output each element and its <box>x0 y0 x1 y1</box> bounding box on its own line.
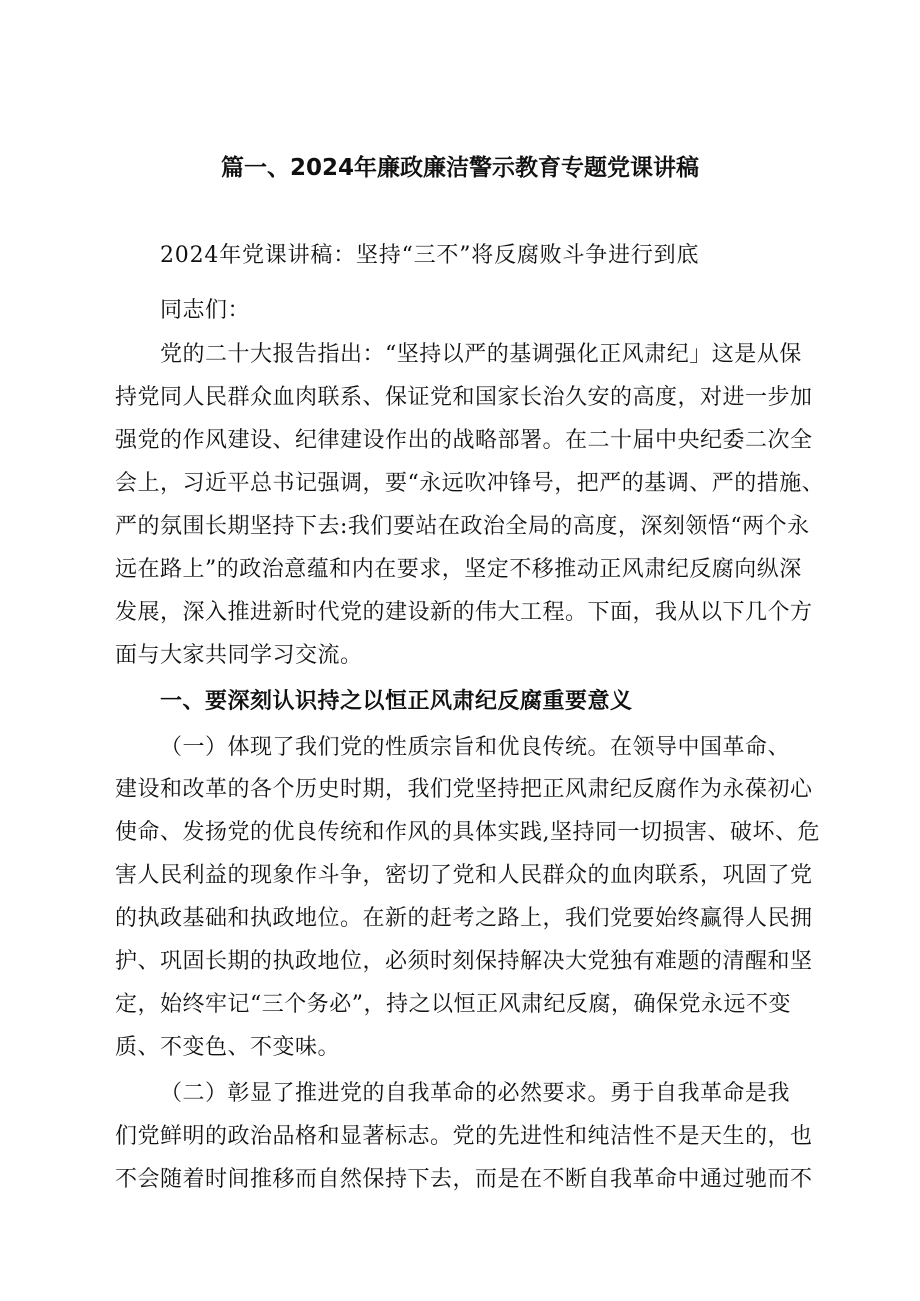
paragraph-2-line: 定，始终牢记“三个务必”，持之以恒正风肃纪反腐，确保党永远不变 <box>115 992 791 1017</box>
paragraph-3-line: 不会随着时间推移而自然保持下去，而是在不断自我革命中通过驰而不 <box>115 1167 813 1192</box>
salutation: 同志们： <box>160 298 251 323</box>
paragraph-2-line: 害人民利益的现象作斗争，密切了党和人民群众的血肉联系，巩固了党 <box>115 863 813 888</box>
paragraph-1-line: 严的氛围长期坚持下去:我们要站在政治全局的高度，深刻领悟“两个永 <box>115 514 810 539</box>
paragraph-3-line: 们党鲜明的政治品格和显著标志。党的先进性和纯洁性不是天生的，也 <box>115 1124 813 1149</box>
paragraph-2-line: 建设和改革的各个历史时期，我们党坚持把正风肃纪反腐作为永葆初心 <box>115 777 813 802</box>
paragraph-2-line: 护、巩固长期的执政地位，必须时刻保持解决大党独有难题的清醒和坚 <box>115 949 813 974</box>
paragraph-2-line: 质、不变色、不变味。 <box>115 1035 341 1060</box>
paragraph-1-line: 会上，习近平总书记强调，要“永远吹冲锋号，把严的基调、严的措施、 <box>115 471 825 496</box>
paragraph-2-line: 使命、发扬党的优良传统和作风的具体实践,坚持同一切损害、破坏、危 <box>115 820 820 845</box>
paragraph-1-line: 远在路上”的政治意蕴和内在要求，坚定不移推动正风肃纪反腐向纵深 <box>115 557 802 582</box>
paragraph-2-line: 的执政基础和执政地位。在新的赶考之路上，我们党要始终赢得人民拥 <box>115 906 813 931</box>
paragraph-1-line: 持党同人民群众血肉联系、保证党和国家长治久安的高度，对进一步加 <box>115 385 813 410</box>
speech-subtitle: 2024年党课讲稿：坚持“三不”将反腐败斗争进行到底 <box>160 243 700 268</box>
paragraph-1-line: 面与大家共同学习交流。 <box>115 643 363 668</box>
document-title: 篇一、2024年廉政廉洁警示教育专题党课讲稿 <box>220 155 699 181</box>
paragraph-3-line: （二）彰显了推进党的自我革命的必然要求。勇于自我革命是我 <box>160 1081 791 1106</box>
paragraph-2-line: （一）体现了我们党的性质宗旨和优良传统。在领导中国革命、 <box>160 735 791 760</box>
paragraph-1-line: 强党的作风建设、纪律建设作出的战略部署。在二十届中央纪委二次全 <box>115 428 813 453</box>
paragraph-1-line: 发展，深入推进新时代党的建设新的伟大工程。下面，我从以下几个方 <box>115 600 813 625</box>
paragraph-1-line: 党的二十大报告指出：“坚持以严的基调强化正风肃纪」这是从保 <box>160 342 802 367</box>
section-heading: 一、要深刻认识持之以恒正风肃纪反腐重要意义 <box>160 689 633 714</box>
